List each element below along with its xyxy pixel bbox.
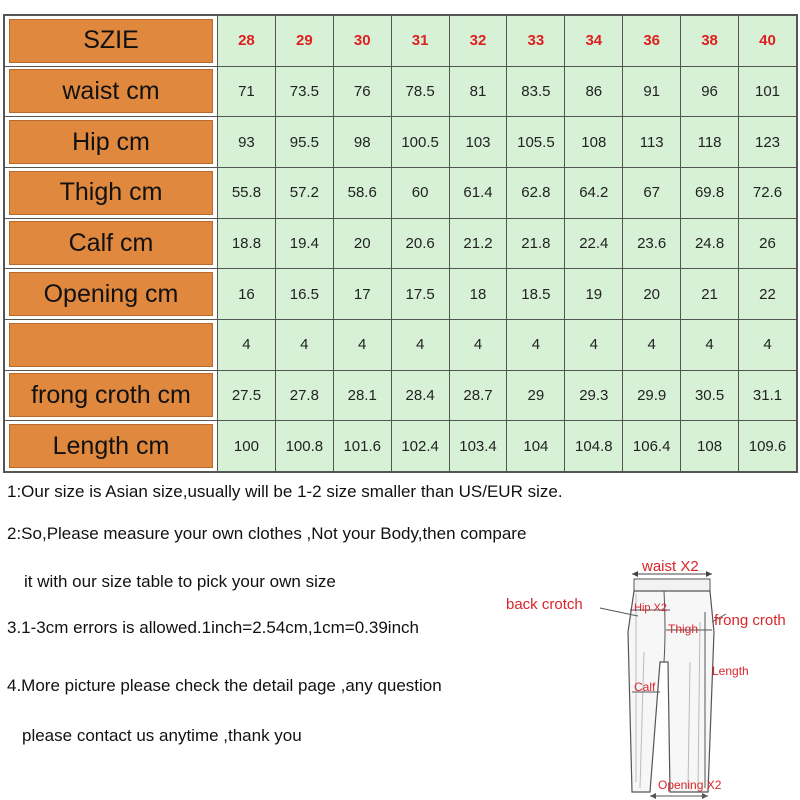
table-cell: 101.6 [333, 421, 391, 472]
table-row [5, 421, 797, 472]
table-cell: 4 [391, 319, 449, 370]
length-label: Length [712, 664, 749, 678]
table-cell: 18 [449, 269, 507, 320]
table-cell: 22.4 [565, 218, 623, 269]
table-cell: 113 [623, 117, 681, 168]
table-cell: 58.6 [333, 167, 391, 218]
table-cell: 28.1 [333, 370, 391, 421]
table-cell: 103 [449, 117, 507, 168]
size-header: 32 [449, 16, 507, 67]
table-cell: 73.5 [275, 66, 333, 117]
row-label-cell [5, 370, 218, 421]
waistband [634, 579, 710, 591]
table-cell: 105.5 [507, 117, 565, 168]
row-label-cell [5, 269, 218, 320]
size-header: 29 [275, 16, 333, 67]
waist-arrow-left-head [632, 571, 638, 577]
table-row [5, 66, 797, 117]
table-cell: 100.8 [275, 421, 333, 472]
table-cell: 67 [623, 167, 681, 218]
note-4-continued: please contact us anytime ,thank you [22, 726, 302, 745]
table-cell: 102.4 [391, 421, 449, 472]
table-row [5, 218, 797, 269]
table-cell: 104.8 [565, 421, 623, 472]
table-cell: 16.5 [275, 269, 333, 320]
row-label-cell [5, 117, 218, 168]
pants-illustration [500, 552, 800, 800]
note-2-continued: it with our size table to pick your own size [24, 572, 336, 591]
table-row [5, 269, 797, 320]
table-cell: 109.6 [739, 421, 797, 472]
table-cell: 55.8 [218, 167, 276, 218]
table-cell: 76 [333, 66, 391, 117]
table-cell: 17 [333, 269, 391, 320]
table-cell: 96 [681, 66, 739, 117]
row-label-cell [5, 218, 218, 269]
table-cell: 4 [507, 319, 565, 370]
table-cell: 21.8 [507, 218, 565, 269]
table-cell: 108 [681, 421, 739, 472]
waist-label: waist X2 [642, 558, 699, 575]
table-cell: 21.2 [449, 218, 507, 269]
table-cell: 69.8 [681, 167, 739, 218]
table-cell: 4 [623, 319, 681, 370]
row-label-cell [5, 167, 218, 218]
size-header: 31 [391, 16, 449, 67]
table-row [5, 117, 797, 168]
table-cell: 30.5 [681, 370, 739, 421]
note-2: 2:So,Please measure your own clothes ,Not your Body,then compare [7, 524, 527, 543]
table-cell: 4 [275, 319, 333, 370]
row-label: frong croth cm [9, 373, 213, 417]
header-label-cell [5, 16, 218, 67]
table-cell: 4 [218, 319, 276, 370]
table-cell: 118 [681, 117, 739, 168]
table-cell: 24.8 [681, 218, 739, 269]
note-1: 1:Our size is Asian size,usually will be 1-2 size smaller than US/EUR size. [7, 482, 563, 501]
table-cell: 23.6 [623, 218, 681, 269]
table-cell: 60 [391, 167, 449, 218]
table-cell: 98 [333, 117, 391, 168]
table-cell: 101 [739, 66, 797, 117]
table-cell: 29 [507, 370, 565, 421]
table-cell: 28.7 [449, 370, 507, 421]
table-cell: 19 [565, 269, 623, 320]
table-header-row [5, 16, 797, 67]
size-header: 40 [739, 16, 797, 67]
size-header: 30 [333, 16, 391, 67]
opening-arrow-right-head [702, 793, 708, 799]
waist-arrow-right-head [706, 571, 712, 577]
table-cell: 72.6 [739, 167, 797, 218]
table-cell: 108 [565, 117, 623, 168]
row-label-cell [5, 421, 218, 472]
table-cell: 22 [739, 269, 797, 320]
size-header: 33 [507, 16, 565, 67]
table-cell: 64.2 [565, 167, 623, 218]
table-cell: 91 [623, 66, 681, 117]
table-cell: 93 [218, 117, 276, 168]
table-cell: 19.4 [275, 218, 333, 269]
table-cell: 57.2 [275, 167, 333, 218]
table-cell: 95.5 [275, 117, 333, 168]
calf-label: Calf [634, 680, 656, 694]
table-cell: 4 [681, 319, 739, 370]
table-cell: 17.5 [391, 269, 449, 320]
row-label: Thigh cm [9, 171, 213, 215]
table-cell: 71 [218, 66, 276, 117]
row-label: waist cm [9, 69, 213, 113]
table-cell: 20 [333, 218, 391, 269]
table-cell: 26 [739, 218, 797, 269]
row-label: Calf cm [9, 221, 213, 265]
table-cell: 18.8 [218, 218, 276, 269]
size-header: 34 [565, 16, 623, 67]
thigh-label: Thigh [668, 622, 699, 636]
row-label-cell [5, 319, 218, 370]
table-cell: 29.9 [623, 370, 681, 421]
row-label-cell [5, 66, 218, 117]
table-cell: 83.5 [507, 66, 565, 117]
opening-arrow-left-head [650, 793, 656, 799]
back-crotch-label: back crotch [506, 596, 583, 613]
header-label: SZIE [9, 19, 213, 63]
note-4: 4.More picture please check the detail page ,any question [7, 676, 442, 695]
table-cell: 106.4 [623, 421, 681, 472]
table-cell: 20 [623, 269, 681, 320]
table-cell: 4 [739, 319, 797, 370]
row-label: Opening cm [9, 272, 213, 316]
table-cell: 31.1 [739, 370, 797, 421]
table-cell: 4 [449, 319, 507, 370]
table-cell: 20.6 [391, 218, 449, 269]
table-cell: 4 [333, 319, 391, 370]
table-cell: 103.4 [449, 421, 507, 472]
size-table-container [3, 14, 798, 473]
table-cell: 21 [681, 269, 739, 320]
table-cell: 16 [218, 269, 276, 320]
size-header: 36 [623, 16, 681, 67]
table-cell: 27.8 [275, 370, 333, 421]
table-cell: 104 [507, 421, 565, 472]
row-label: Hip cm [9, 120, 213, 164]
table-cell: 78.5 [391, 66, 449, 117]
table-cell: 123 [739, 117, 797, 168]
table-cell: 29.3 [565, 370, 623, 421]
size-header: 28 [218, 16, 276, 67]
table-row [5, 370, 797, 421]
row-label [9, 323, 213, 367]
front-crotch-label: frong croth [714, 612, 786, 629]
table-cell: 4 [565, 319, 623, 370]
size-table [4, 15, 797, 472]
opening-label: Opening X2 [658, 778, 722, 792]
table-row [5, 319, 797, 370]
table-cell: 62.8 [507, 167, 565, 218]
table-cell: 100.5 [391, 117, 449, 168]
size-header: 38 [681, 16, 739, 67]
table-cell: 61.4 [449, 167, 507, 218]
table-cell: 18.5 [507, 269, 565, 320]
table-cell: 86 [565, 66, 623, 117]
hip-label: Hip X2 [634, 602, 668, 614]
table-cell: 81 [449, 66, 507, 117]
row-label: Length cm [9, 424, 213, 468]
note-3: 3.1-3cm errors is allowed.1inch=2.54cm,1cm=0.39inch [7, 618, 419, 637]
table-cell: 100 [218, 421, 276, 472]
table-cell: 28.4 [391, 370, 449, 421]
pants-measurement-diagram [500, 552, 800, 800]
table-row [5, 167, 797, 218]
table-cell: 27.5 [218, 370, 276, 421]
